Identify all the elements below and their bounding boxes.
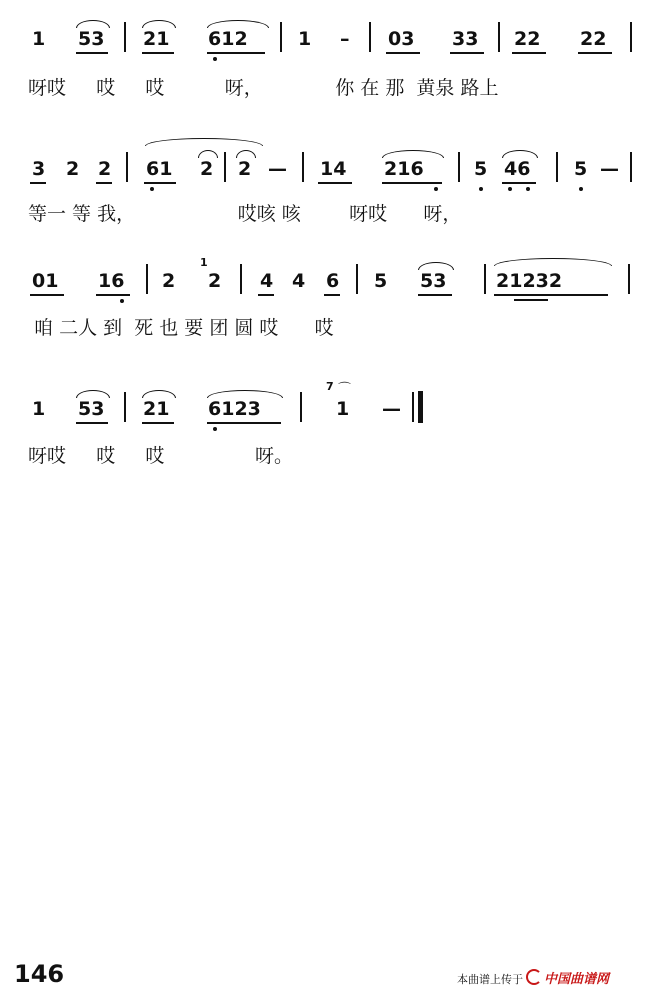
fermata-icon: ⌒ xyxy=(338,382,352,397)
bar-line xyxy=(556,152,558,182)
bar-line xyxy=(458,152,460,182)
bar-line xyxy=(146,264,148,294)
note: 2 xyxy=(162,270,176,292)
note: — xyxy=(268,158,287,180)
bar-line xyxy=(630,22,632,52)
footer-brand: 中国曲谱网 xyxy=(544,972,610,987)
lyrics-line-3: 咱 二人 到 死 也 要 团 圆 哎 哎 xyxy=(28,317,334,339)
note: 1 xyxy=(336,398,350,420)
slur xyxy=(76,20,110,28)
underline xyxy=(76,422,108,424)
note: 6123 xyxy=(208,398,261,420)
tie xyxy=(145,138,263,146)
bar-line xyxy=(412,392,414,422)
underline xyxy=(76,52,108,54)
low-dot xyxy=(120,299,124,303)
underline xyxy=(30,182,46,184)
bar-line xyxy=(300,392,302,422)
slur xyxy=(382,150,444,158)
note: 4 xyxy=(292,270,306,292)
slur xyxy=(142,20,176,28)
bar-line xyxy=(126,152,128,182)
underline xyxy=(144,182,176,184)
note: 1 xyxy=(32,28,46,50)
double-underline xyxy=(514,299,548,301)
note: 46 xyxy=(504,158,531,180)
underline xyxy=(512,52,546,54)
note: 2 xyxy=(98,158,112,180)
note: 2 xyxy=(238,158,252,180)
lyrics-line-1: 呀哎 哎 哎 呀， 你 在 那 黄泉 路上 xyxy=(28,77,499,99)
footer-credit xyxy=(457,968,609,987)
slur xyxy=(207,20,269,28)
bar-line xyxy=(369,22,371,52)
low-dot xyxy=(213,427,217,431)
bar-line xyxy=(498,22,500,52)
page-number: 146 xyxy=(14,960,65,988)
bar-line xyxy=(628,264,630,294)
slur xyxy=(236,150,256,158)
note: 216 xyxy=(384,158,424,180)
bar-line xyxy=(124,22,126,52)
note: — xyxy=(600,158,619,180)
note: 2 xyxy=(208,270,222,292)
underline xyxy=(324,294,340,296)
slur xyxy=(502,150,538,158)
note: 16 xyxy=(98,270,125,292)
note: 22 xyxy=(514,28,541,50)
note: 5 xyxy=(374,270,388,292)
note: 01 xyxy=(32,270,59,292)
note: 5 xyxy=(574,158,588,180)
bar-line xyxy=(124,392,126,422)
slur xyxy=(207,390,283,398)
bar-line xyxy=(356,264,358,294)
low-dot xyxy=(213,57,217,61)
lyrics-line-2: 等一 等 我， 哎咳 咳 呀哎 呀， xyxy=(28,203,462,225)
underline xyxy=(142,422,174,424)
note: 21232 xyxy=(496,270,563,292)
note: 33 xyxy=(452,28,479,50)
slur xyxy=(418,262,454,270)
underline xyxy=(96,182,112,184)
underline xyxy=(502,182,536,184)
note: 53 xyxy=(78,28,105,50)
bar-line xyxy=(224,152,226,182)
bar-line xyxy=(280,22,282,52)
underline xyxy=(318,182,352,184)
note: 61 xyxy=(146,158,173,180)
slur xyxy=(198,150,218,158)
note: 22 xyxy=(580,28,607,50)
note: 53 xyxy=(420,270,447,292)
footer-prefix: 本曲谱上传于 xyxy=(457,973,523,986)
note: 5 xyxy=(474,158,488,180)
low-dot xyxy=(479,187,483,191)
note: – xyxy=(340,28,350,50)
underline xyxy=(207,422,281,424)
site-logo-icon xyxy=(526,969,542,985)
slur xyxy=(494,258,612,266)
slur xyxy=(76,390,110,398)
note: 1 xyxy=(32,398,46,420)
note: 6 xyxy=(326,270,340,292)
underline xyxy=(30,294,64,296)
low-dot xyxy=(434,187,438,191)
underline xyxy=(142,52,174,54)
low-dot xyxy=(579,187,583,191)
grace-note: 1 xyxy=(200,256,208,269)
underline xyxy=(386,52,420,54)
note: 2 xyxy=(66,158,80,180)
note: 03 xyxy=(388,28,415,50)
underline xyxy=(494,294,608,296)
note: 1 xyxy=(298,28,312,50)
final-bar-line xyxy=(418,391,423,423)
note: 53 xyxy=(78,398,105,420)
note: 21 xyxy=(143,28,170,50)
low-dot xyxy=(526,187,530,191)
underline xyxy=(382,182,442,184)
note: 612 xyxy=(208,28,248,50)
note: 2 xyxy=(200,158,214,180)
underline xyxy=(207,52,265,54)
underline xyxy=(578,52,612,54)
note: — xyxy=(382,398,401,420)
bar-line xyxy=(302,152,304,182)
bar-line xyxy=(630,152,632,182)
low-dot xyxy=(508,187,512,191)
note: 14 xyxy=(320,158,347,180)
bar-line xyxy=(240,264,242,294)
underline xyxy=(418,294,452,296)
note: 4 xyxy=(260,270,274,292)
low-dot xyxy=(150,187,154,191)
slur xyxy=(142,390,176,398)
note: 3 xyxy=(32,158,46,180)
underline xyxy=(96,294,130,296)
underline xyxy=(258,294,274,296)
grace-note: 7 xyxy=(326,380,334,393)
bar-line xyxy=(484,264,486,294)
underline xyxy=(450,52,484,54)
note: 21 xyxy=(143,398,170,420)
lyrics-line-4: 呀哎 哎 哎 呀。 xyxy=(28,445,293,467)
